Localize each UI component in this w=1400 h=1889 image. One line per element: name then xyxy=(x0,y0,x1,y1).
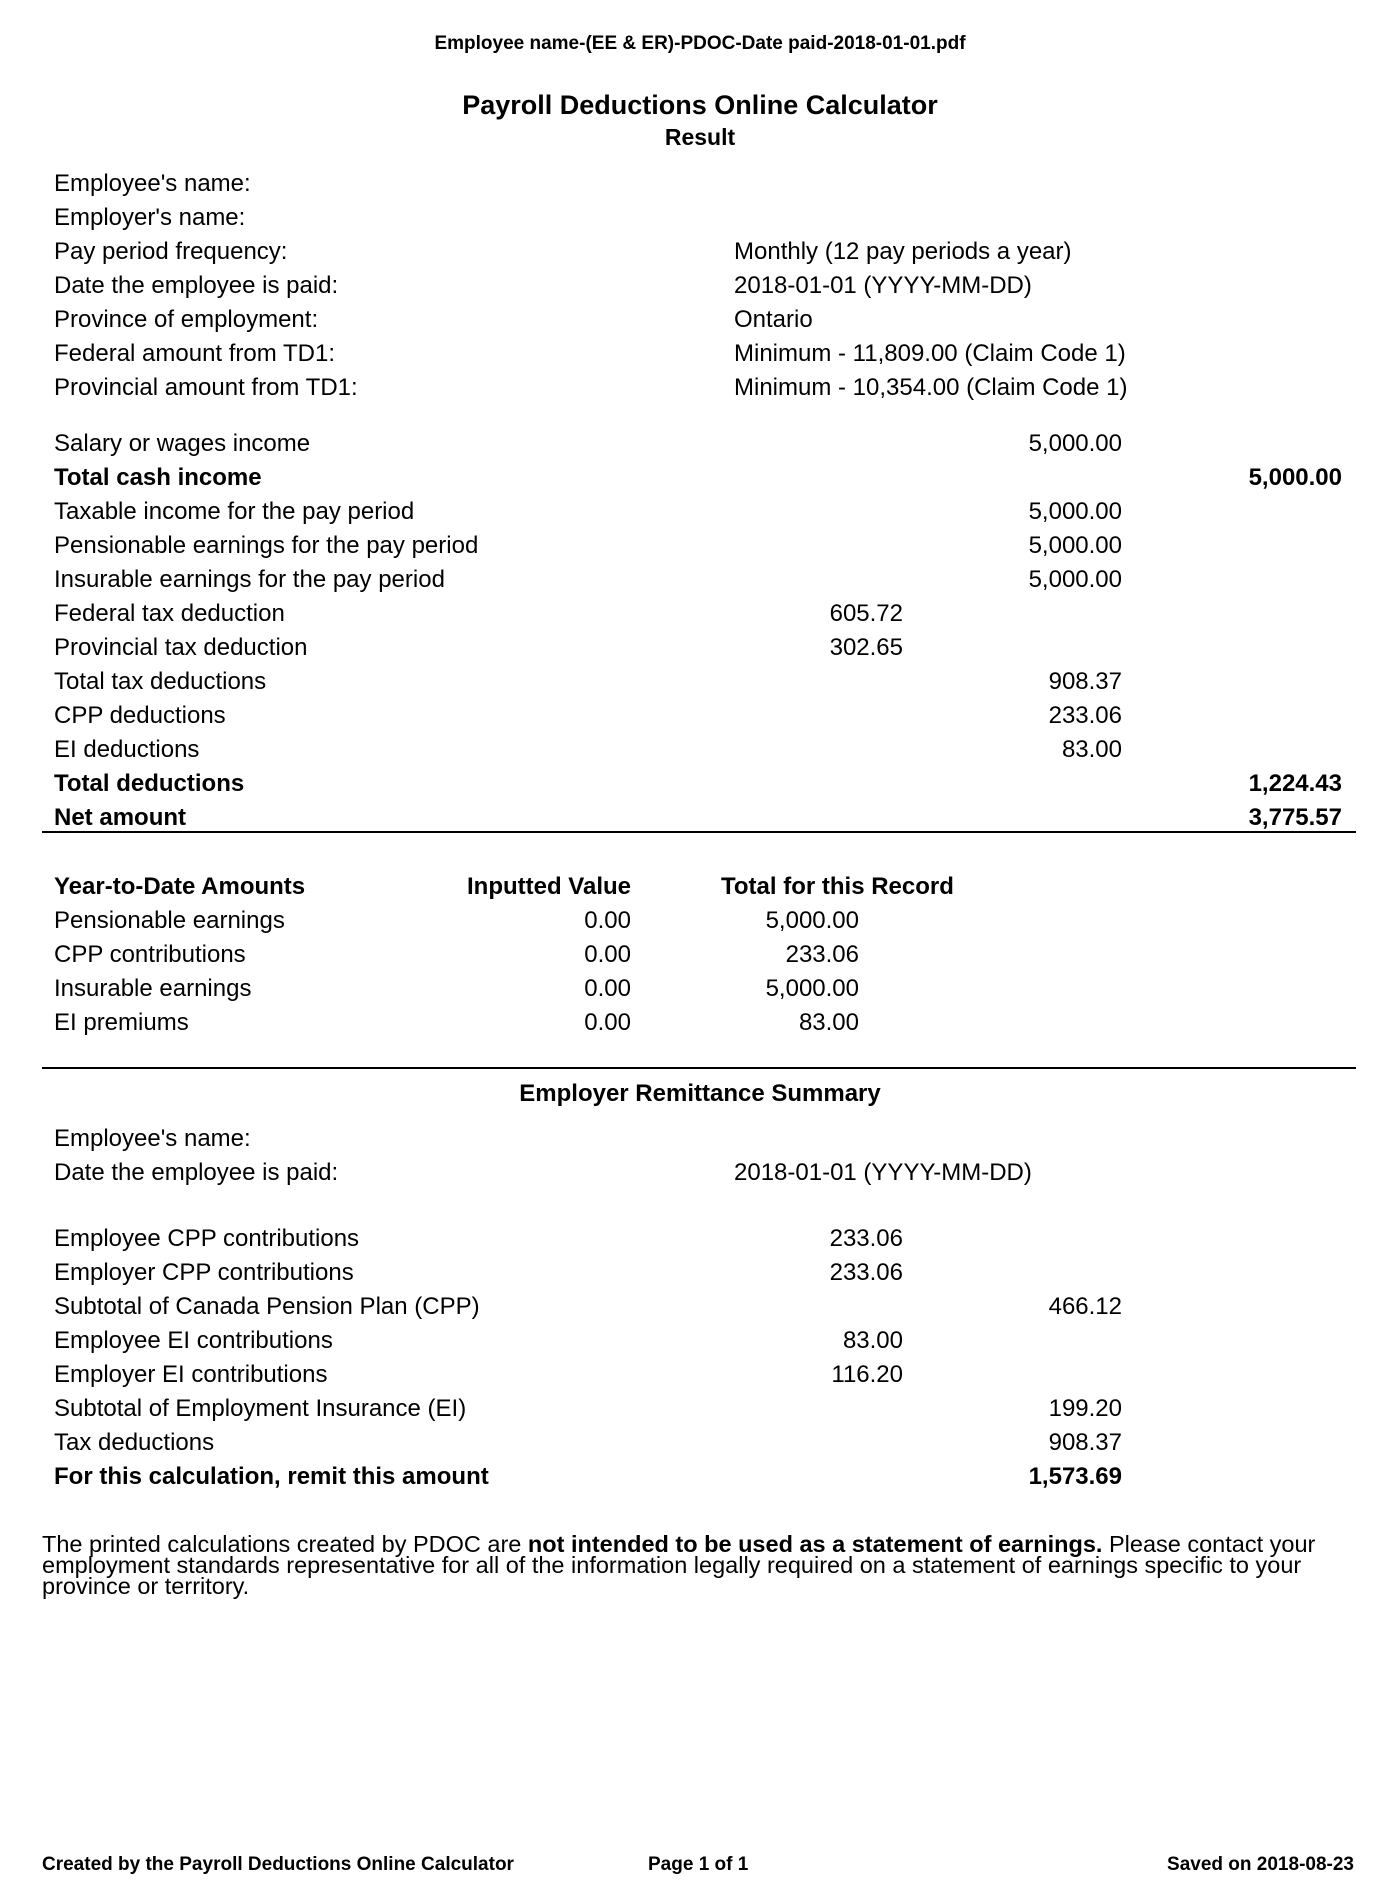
remittance-info-value: 2018-01-01 (YYYY-MM-DD) xyxy=(734,1159,1032,1186)
divider xyxy=(42,831,1356,833)
info-row xyxy=(54,303,1354,337)
remittance-row xyxy=(54,1426,1354,1460)
remittance-row xyxy=(54,1256,1354,1290)
info-row xyxy=(54,167,1354,201)
calc-label: Insurable earnings for the pay period xyxy=(54,566,445,593)
remittance-amount: 908.37 xyxy=(1048,1429,1122,1456)
remittance-amount: 233.06 xyxy=(829,1225,903,1252)
calc-label: Provincial tax deduction xyxy=(54,634,308,661)
calc-label: Pensionable earnings for the pay period xyxy=(54,532,479,559)
calc-amount: 605.72 xyxy=(829,600,903,627)
info-row xyxy=(54,337,1354,371)
ytd-total-value: 83.00 xyxy=(798,1009,859,1036)
ytd-header-label: Year-to-Date Amounts xyxy=(54,873,306,900)
remittance-row xyxy=(54,1222,1354,1256)
notice-text-continued: Please contact your employment standards representative for all of the information legally required on a statement of earnings specific to your province or territory. xyxy=(42,1531,1316,1599)
info-label: Federal amount from TD1: xyxy=(54,340,336,367)
info-value: Minimum - 10,354.00 (Claim Code 1) xyxy=(734,374,1128,401)
ytd-inputted-value: 0.00 xyxy=(584,907,631,934)
remittance-label: Subtotal of Canada Pension Plan (CPP) xyxy=(54,1293,480,1320)
calc-row xyxy=(54,699,1354,733)
remittance-label: Employer CPP contributions xyxy=(54,1259,354,1286)
calc-amount: 5,000.00 xyxy=(1028,532,1122,559)
ytd-inputted-value: 0.00 xyxy=(584,1009,631,1036)
remittance-label: Employee EI contributions xyxy=(54,1327,333,1354)
footer-page-number: Page 1 of 1 xyxy=(648,1854,749,1875)
info-row xyxy=(54,201,1354,235)
remittance-label: Subtotal of Employment Insurance (EI) xyxy=(54,1395,467,1422)
remittance-row xyxy=(54,1460,1354,1494)
info-value: Monthly (12 pay periods a year) xyxy=(734,238,1072,265)
page-subtitle: Result xyxy=(664,124,736,150)
calc-label: EI deductions xyxy=(54,736,200,763)
calc-row xyxy=(54,631,1354,665)
remittance-amount: 1,573.69 xyxy=(1028,1463,1122,1490)
calc-row xyxy=(54,801,1354,835)
ytd-row xyxy=(54,1006,1354,1040)
calc-amount: 5,000.00 xyxy=(1028,498,1122,525)
calc-row xyxy=(54,529,1354,563)
ytd-label: Pensionable earnings xyxy=(54,907,285,934)
ytd-label: EI premiums xyxy=(54,1009,189,1036)
calc-label: Taxable income for the pay period xyxy=(54,498,415,525)
remittance-label: Employee CPP contributions xyxy=(54,1225,360,1252)
remittance-heading: Employer Remittance Summary xyxy=(519,1080,881,1107)
calc-row xyxy=(54,563,1354,597)
calc-label: Total tax deductions xyxy=(54,668,267,695)
ytd-label: CPP contributions xyxy=(54,941,246,968)
remittance-info-label: Date the employee is paid: xyxy=(54,1159,339,1186)
calc-row xyxy=(54,665,1354,699)
calc-label: CPP deductions xyxy=(54,702,226,729)
info-value: Minimum - 11,809.00 (Claim Code 1) xyxy=(734,340,1126,367)
ytd-inputted-value: 0.00 xyxy=(584,941,631,968)
remittance-amount: 233.06 xyxy=(829,1259,903,1286)
calc-row xyxy=(54,461,1354,495)
remittance-row xyxy=(54,1324,1354,1358)
ytd-row xyxy=(54,904,1354,938)
info-label: Pay period frequency: xyxy=(54,238,288,265)
calc-label: Total deductions xyxy=(54,770,245,797)
calc-label: Federal tax deduction xyxy=(54,600,285,627)
calc-row xyxy=(54,733,1354,767)
calc-amount: 5,000.00 xyxy=(1028,566,1122,593)
remittance-info-label: Employee's name: xyxy=(54,1125,251,1152)
calc-amount: 3,775.57 xyxy=(1248,804,1342,831)
calc-row xyxy=(54,767,1354,801)
remittance-row xyxy=(54,1358,1354,1392)
calc-amount: 302.65 xyxy=(829,634,903,661)
calc-amount: 5,000.00 xyxy=(1248,464,1342,491)
calc-label: Salary or wages income xyxy=(54,430,311,457)
ytd-total-value: 5,000.00 xyxy=(765,975,859,1002)
remittance-label: Employer EI contributions xyxy=(54,1361,328,1388)
ytd-total-value: 5,000.00 xyxy=(765,907,859,934)
info-label: Employee's name: xyxy=(54,170,251,197)
ytd-inputted-value: 0.00 xyxy=(584,975,631,1002)
calc-amount: 908.37 xyxy=(1048,668,1122,695)
calc-label: Total cash income xyxy=(54,464,262,491)
remittance-info-row xyxy=(54,1156,1354,1190)
remittance-label: Tax deductions xyxy=(54,1429,215,1456)
info-row xyxy=(54,235,1354,269)
remittance-info-row xyxy=(54,1122,1354,1156)
ytd-header-inputted: Inputted Value xyxy=(466,873,631,900)
ytd-header-row xyxy=(54,870,1354,904)
remittance-amount: 466.12 xyxy=(1048,1293,1122,1320)
notice-emphasis: not intended to be used as a statement of earnings. xyxy=(527,1531,1103,1557)
disclaimer-notice xyxy=(42,1531,1342,1599)
info-row xyxy=(54,371,1354,405)
ytd-row xyxy=(54,972,1354,1006)
divider xyxy=(42,1067,1356,1069)
footer-saved-date: Saved on 2018-08-23 xyxy=(1167,1854,1354,1875)
file-name: Employee name-(EE & ER)-PDOC-Date paid-2018-01-01.pdf xyxy=(434,33,966,54)
notice-text: The printed calculations created by PDOC are xyxy=(42,1531,528,1557)
remittance-row xyxy=(54,1290,1354,1324)
remittance-amount: 83.00 xyxy=(842,1327,903,1354)
remittance-amount: 199.20 xyxy=(1048,1395,1122,1422)
calc-row xyxy=(54,597,1354,631)
info-label: Provincial amount from TD1: xyxy=(54,374,358,401)
ytd-label: Insurable earnings xyxy=(54,975,252,1002)
calc-label: Net amount xyxy=(54,804,186,831)
calc-amount: 5,000.00 xyxy=(1028,430,1122,457)
info-value: 2018-01-01 (YYYY-MM-DD) xyxy=(734,272,1032,299)
info-value: Ontario xyxy=(734,306,813,333)
remittance-label: For this calculation, remit this amount xyxy=(54,1463,489,1490)
calc-row xyxy=(54,427,1354,461)
remittance-row xyxy=(54,1392,1354,1426)
info-label: Date the employee is paid: xyxy=(54,272,339,299)
calc-amount: 1,224.43 xyxy=(1248,770,1342,797)
calc-amount: 83.00 xyxy=(1061,736,1122,763)
calc-row xyxy=(54,495,1354,529)
ytd-row xyxy=(54,938,1354,972)
remittance-amount: 116.20 xyxy=(831,1361,903,1388)
info-label: Employer's name: xyxy=(54,204,246,231)
footer-created-by: Created by the Payroll Deductions Online Calculator xyxy=(42,1854,514,1875)
calc-amount: 233.06 xyxy=(1048,702,1122,729)
page-title: Payroll Deductions Online Calculator xyxy=(462,90,938,120)
info-label: Province of employment: xyxy=(54,306,319,333)
info-row xyxy=(54,269,1354,303)
ytd-total-value: 233.06 xyxy=(785,941,859,968)
ytd-header-total: Total for this Record xyxy=(721,873,954,900)
